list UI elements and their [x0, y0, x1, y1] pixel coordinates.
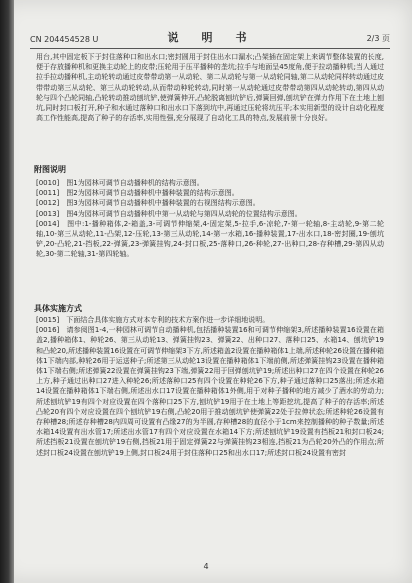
page-header — [30, 26, 390, 49]
paragraph: [0016] 请参阅图1-4,一种园林可调节自动播种机,包括播种装置16和可调节伸缩架3,所述播种装置16设置在箱盖2,播种箱体1、种轮26、第三从动轮13、弹簧挂钩23、弹簧22、出种口27、落种口25、水箱14、刨坑铲19和凸轮20,所述播种装置16设置在可调节伸缩架3下方,所述箱盖2设置在播种箱体1上端,所述种轮26设置在播种箱体1下端内部,种轮26用于运送种子;所述第三从动轮13设置在播种箱体1下端前侧,所述弹簧挂钩23设置在播种箱体1下端右侧;所述弹簧22设置在弹簧挂钩23下端,弹簧22用于回弹刨坑铲19;所述出种口27在四个设置在种轮26上方,种子通过出种口27进入种轮26;所述落种口25有四个设置在种轮26下方,种子通过落种口25落出;所述水箱14设置在播种箱体1下端右侧,所述出水口17设置在播种箱体1外侧,用于对种子播种的地方减少了酒水的劳动力;所述刨坑铲19有四个对应设置在四个落种口25下方,刨坑铲19用于在土地上等距挖坑,提高了种子的存活率;所述凸轮20有四个对应设置在四个刨坑铲19右侧,凸轮20用于推动刨坑铲使弹簧22处于拉伸状态;所述种轮26设置有存种槽28;所述存种槽28内四周可设置有凸缘27的为半圆,存种槽28的直径小于1cm来控制播种的种子数量;所述水箱14设置有出水管17;所述出水管17有四个对应设置在水箱14下方;所述刨坑铲19设置有挡板21和封口板24;所述挡板21设置在刨坑铲19右侧,挡板21用于固定弹簧22与弹簧挂钩23相连,挡板21为凸轮20外凸的作用点;所述封口板24设置在刨坑铲19上侧,封口板24用于封住落种口25和出水口17;所述封口板24设置有密封 — [36, 326, 384, 457]
intro-text: 用台,其中固定板下于封住落种口和出水口;密封圆用于封住出水口漏水;凸架插在固定架上来调节整体装置的长度,便于存放播种机和更换主动轮上的皮带;压轮用于压平播种的垄坑;拉手与地面呈45度角,便于拉动播种机;当人通过拉手拉动播种机,主动轮转动通过皮带带动第一从动轮、第二从动轮与第一从动轮同轴,第二从动轮同样转动通过皮带带动第三从动轮、第三从动轮转动,从而带动种轮转动,同时第一从动轮通过皮带带动第四从动轮转动,第四从动轮与四个凸轮同轴,凸轮转动推动刨坑铲,使弹簧伸开,凸轮脱离刨坑铲后,弹簧回弹,刨坑铲在弹力作用下在土地上刨坑,同时封口板打开,种子和水通过落种口和出水口下落到坑中,再通过压轮将坑压平;本实用新型的设计自动化程度高工作性能高,提高了种子的存活率,实用性强,充分展现了自动化工具的特点,发展前景十分良好。 — [36, 53, 384, 123]
section-title-embodiment: 具体实施方式 — [34, 304, 82, 313]
page-reference: 2/3 页 — [366, 34, 390, 43]
paragraph: [0011] 图2为园林可调节自动播种机中播种装置的结构示意图。 — [36, 189, 239, 198]
section-title-drawings: 附图说明 — [34, 165, 66, 174]
page-number: 4 — [203, 562, 209, 571]
document-title: 说 明 书 — [167, 31, 253, 44]
paragraph: [0014] 图中:1-播种箱体,2-箱盖,3-可调节伸缩架,4-固定架,5-拉手,6-凉轮,7-第一轮轴,8-主动轮,9-第二轮轴,10-第三从动轮,11-凸架,12-压轮,13-第三从动轮,14-第一水箱,16-播种装置,17-出水口,18-密封圈,19-刨坑铲,20-凸轮,21-挡板,22-弹簧,23-弹簧挂钩,24-封口板,25-落种口,26-种轮,27-出种口,28-存种槽,29-第四从动轮,30-第二轮轴,31-第四轮轴。 — [36, 219, 384, 259]
paragraph: [0015] 下面结合具体实施方式对本专利的技术方案作进一步详细地说明。 — [36, 316, 270, 324]
paragraph: [0012] 图3为园林可调节自动播种机中播种装置的右视图结构示意图。 — [36, 199, 260, 208]
intro-paragraph — [36, 52, 384, 123]
paragraph: [0013] 图4为园林可调节自动播种机中第一从动轮与第四从动轮的位置结构示意图。 — [36, 209, 302, 218]
book-binding-edge — [0, 0, 14, 583]
publication-number: CN 204454528 U — [30, 35, 99, 44]
embodiment-list — [36, 315, 384, 458]
drawings-list — [36, 178, 384, 260]
paragraph: [0010] 图1为园林可调节自动播种机的结构示意图。 — [36, 179, 204, 187]
